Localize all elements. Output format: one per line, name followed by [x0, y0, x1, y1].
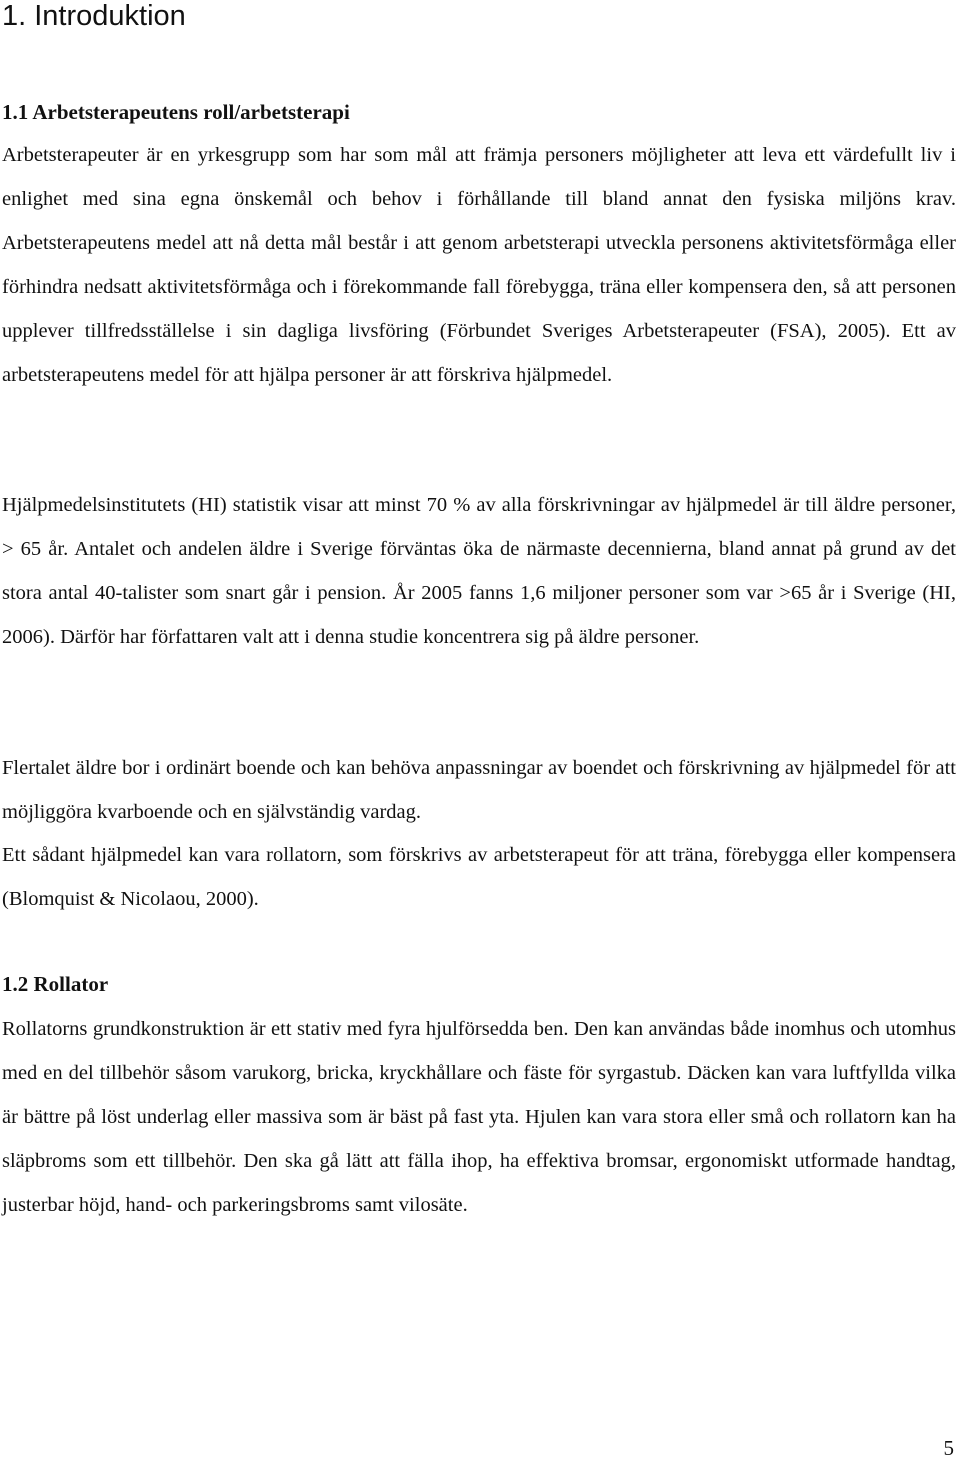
paragraph-rollator-konstruktion: Rollatorns grundkonstruktion är ett stativ med fyra hjulförsedda ben. Den kan användas både inomhus och utomhus med en del tillbehör såsom varukorg, bricka, kryckhållare och fäste för syrgastub. Däcken kan vara luftfyllda vilka är bättre på löst underlag eller massiva som är bäst på fast yta. Hjulen kan vara stora eller små och rollatorn kan ha släpbroms som ett tillbehör. Den ska gå lätt att fälla ihop, ha effektiva bromsar, ergonomiskt utformade handtag, justerbar höjd, hand- och parkeringsbroms samt vilosäte. [2, 1018, 956, 1216]
paragraph-ordinart-boende: Flertalet äldre bor i ordinärt boende och kan behöva anpassningar av boendet och förskrivning av hjälpmedel för att möjliggöra kvarboende och en självständig vardag. [2, 757, 956, 823]
paragraph-arbetsterapeuter-intro: Arbetsterapeuter är en yrkesgrupp som har som mål att främja personers möjligheter att leva ett värdefullt liv i enlighet med sina egna önskemål och behov i förhållande till bland annat den fysiska miljöns krav. Arbetsterapeutens medel att nå detta mål består i att genom arbetsterapi utveckla personens aktivitetsförmåga eller förhindra nedsatt aktivitetsförmåga och i förekommande fall förebygga, träna eller kompensera den, så att personen upplever tillfredsställelse i sin dagliga livsföring (Förbundet Sveriges Arbetsterapeuter (FSA), 2005). Ett av arbetsterapeutens medel för att hjälpa personer är att förskriva hjälpmedel. [2, 144, 956, 386]
section-heading-rollator: 1.2 Rollator [2, 972, 109, 996]
paragraph-rollator-hjalpmedel: Ett sådant hjälpmedel kan vara rollatorn, som förskrivs av arbetsterapeut för att träna, förebygga eller kompensera (Blomquist & Nicolaou, 2000). [2, 844, 956, 910]
page-number: 5 [943, 1436, 954, 1460]
section-heading-arbetsterapeutens-roll: 1.1 Arbetsterapeutens roll/arbetsterapi [2, 100, 350, 124]
chapter-title: 1. Introduktion [2, 0, 186, 32]
paragraph-hjalpmedelsinstitutet-statistik: Hjälpmedelsinstitutets (HI) statistik visar att minst 70 % av alla förskrivningar av hjälpmedel är till äldre personer, > 65 år. Antalet och andelen äldre i Sverige förväntas öka de närmaste decennierna, bland annat på grund av det stora antal 40-talister som snart går i pension. År 2005 fanns 1,6 miljoner personer som var >65 år i Sverige (HI, 2006). Därför har författaren valt att i denna studie koncentrera sig på äldre personer. [2, 494, 956, 648]
